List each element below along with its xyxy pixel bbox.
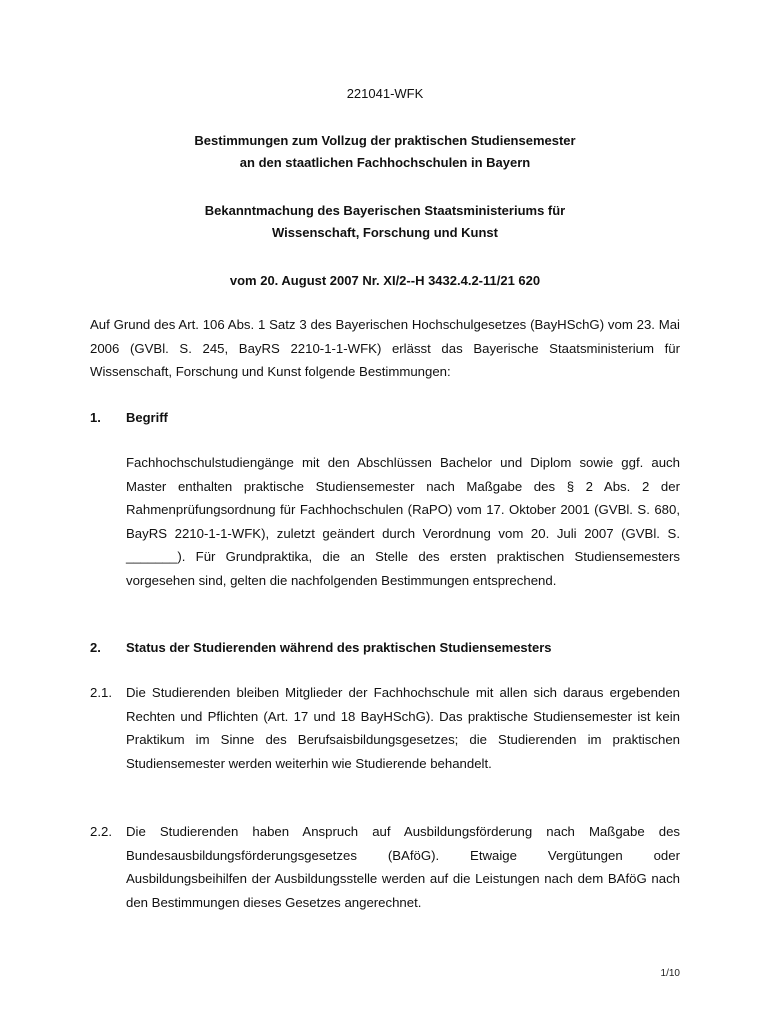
subsection-2-2 <box>90 820 680 914</box>
subsection-2-1 <box>90 681 680 775</box>
title-line-2: an den staatlichen Fachhochschulen in Bayern <box>239 155 531 170</box>
section-number: 2. <box>90 640 101 655</box>
subsection-number: 2.1. <box>90 685 112 700</box>
subsection-number: 2.2. <box>90 824 112 839</box>
announcement-heading <box>0 200 770 244</box>
section-title: Begriff <box>126 410 168 425</box>
page-number: 1/10 <box>660 968 680 979</box>
title-line-1: Bestimmungen zum Vollzug der praktischen Studiensemester <box>194 133 576 148</box>
section-title: Status der Studierenden während des praktischen Studiensemesters <box>126 640 552 655</box>
section-1-text: Fachhochschulstudiengänge mit den Abschlüssen Bachelor und Diplom sowie ggf. auch Master enthalten praktische Studiensemester nach Maßgabe des § 2 Abs. 2 der Rahmenprüfungsordnung für Fachhochschulen (RaPO) vom 17. Oktober 2001 (GVBl. S. 680, BayRS 2210-1-1-WFK), zuletzt geändert durch Verordnung vom 20. Juli 2007 (GVBl. S. _______). Für Grundpraktika, die an Stelle des ersten praktischen Studiensemesters vorgesehen sind, gelten die nachfolgenden Bestimmungen entsprechend. <box>126 455 680 588</box>
announcement-line-2: Wissenschaft, Forschung und Kunst <box>272 225 498 240</box>
subsection-text: Die Studierenden haben Anspruch auf Ausbildungsförderung nach Maßgabe des Bundesausbildungsförderungsgesetzes (BAföG). Etwaige Vergütungen oder Ausbildungsbeihilfen der Ausbildungsstelle werden auf die Leistungen nach dem BAföG nach den Bestimmungen dieses Gesetzes angerechnet. <box>126 824 680 910</box>
document-reference: 221041-WFK <box>346 86 424 101</box>
document-title <box>0 130 770 174</box>
section-number: 1. <box>90 410 101 425</box>
intro-paragraph: Auf Grund des Art. 106 Abs. 1 Satz 3 des Bayerischen Hochschulgesetzes (BayHSchG) vom 23. Mai 2006 (GVBl. S. 245, BayRS 2210-1-1-WFK) erlässt das Bayerische Staatsministerium für Wissenschaft, Forschung und Kunst folgende Bestimmungen: <box>90 317 680 379</box>
announcement-line-1: Bekanntmachung des Bayerischen Staatsministeriums für <box>204 203 566 218</box>
subsection-text: Die Studierenden bleiben Mitglieder der Fachhochschule mit allen sich daraus ergebenden Rechten und Pflichten (Art. 17 und 18 BayHSchG). Das praktische Studiensemester ist kein Praktikum im Sinne des Berufsaisbildungsgesetzes; die Studierenden im praktischen Studiensemester werden weiterhin wie Studierende behandelt. <box>126 685 680 771</box>
section-2-heading <box>90 640 690 655</box>
section-1-heading <box>90 410 690 425</box>
date-line: vom 20. August 2007 Nr. XI/2--H 3432.4.2-11/21 620 <box>229 273 541 288</box>
